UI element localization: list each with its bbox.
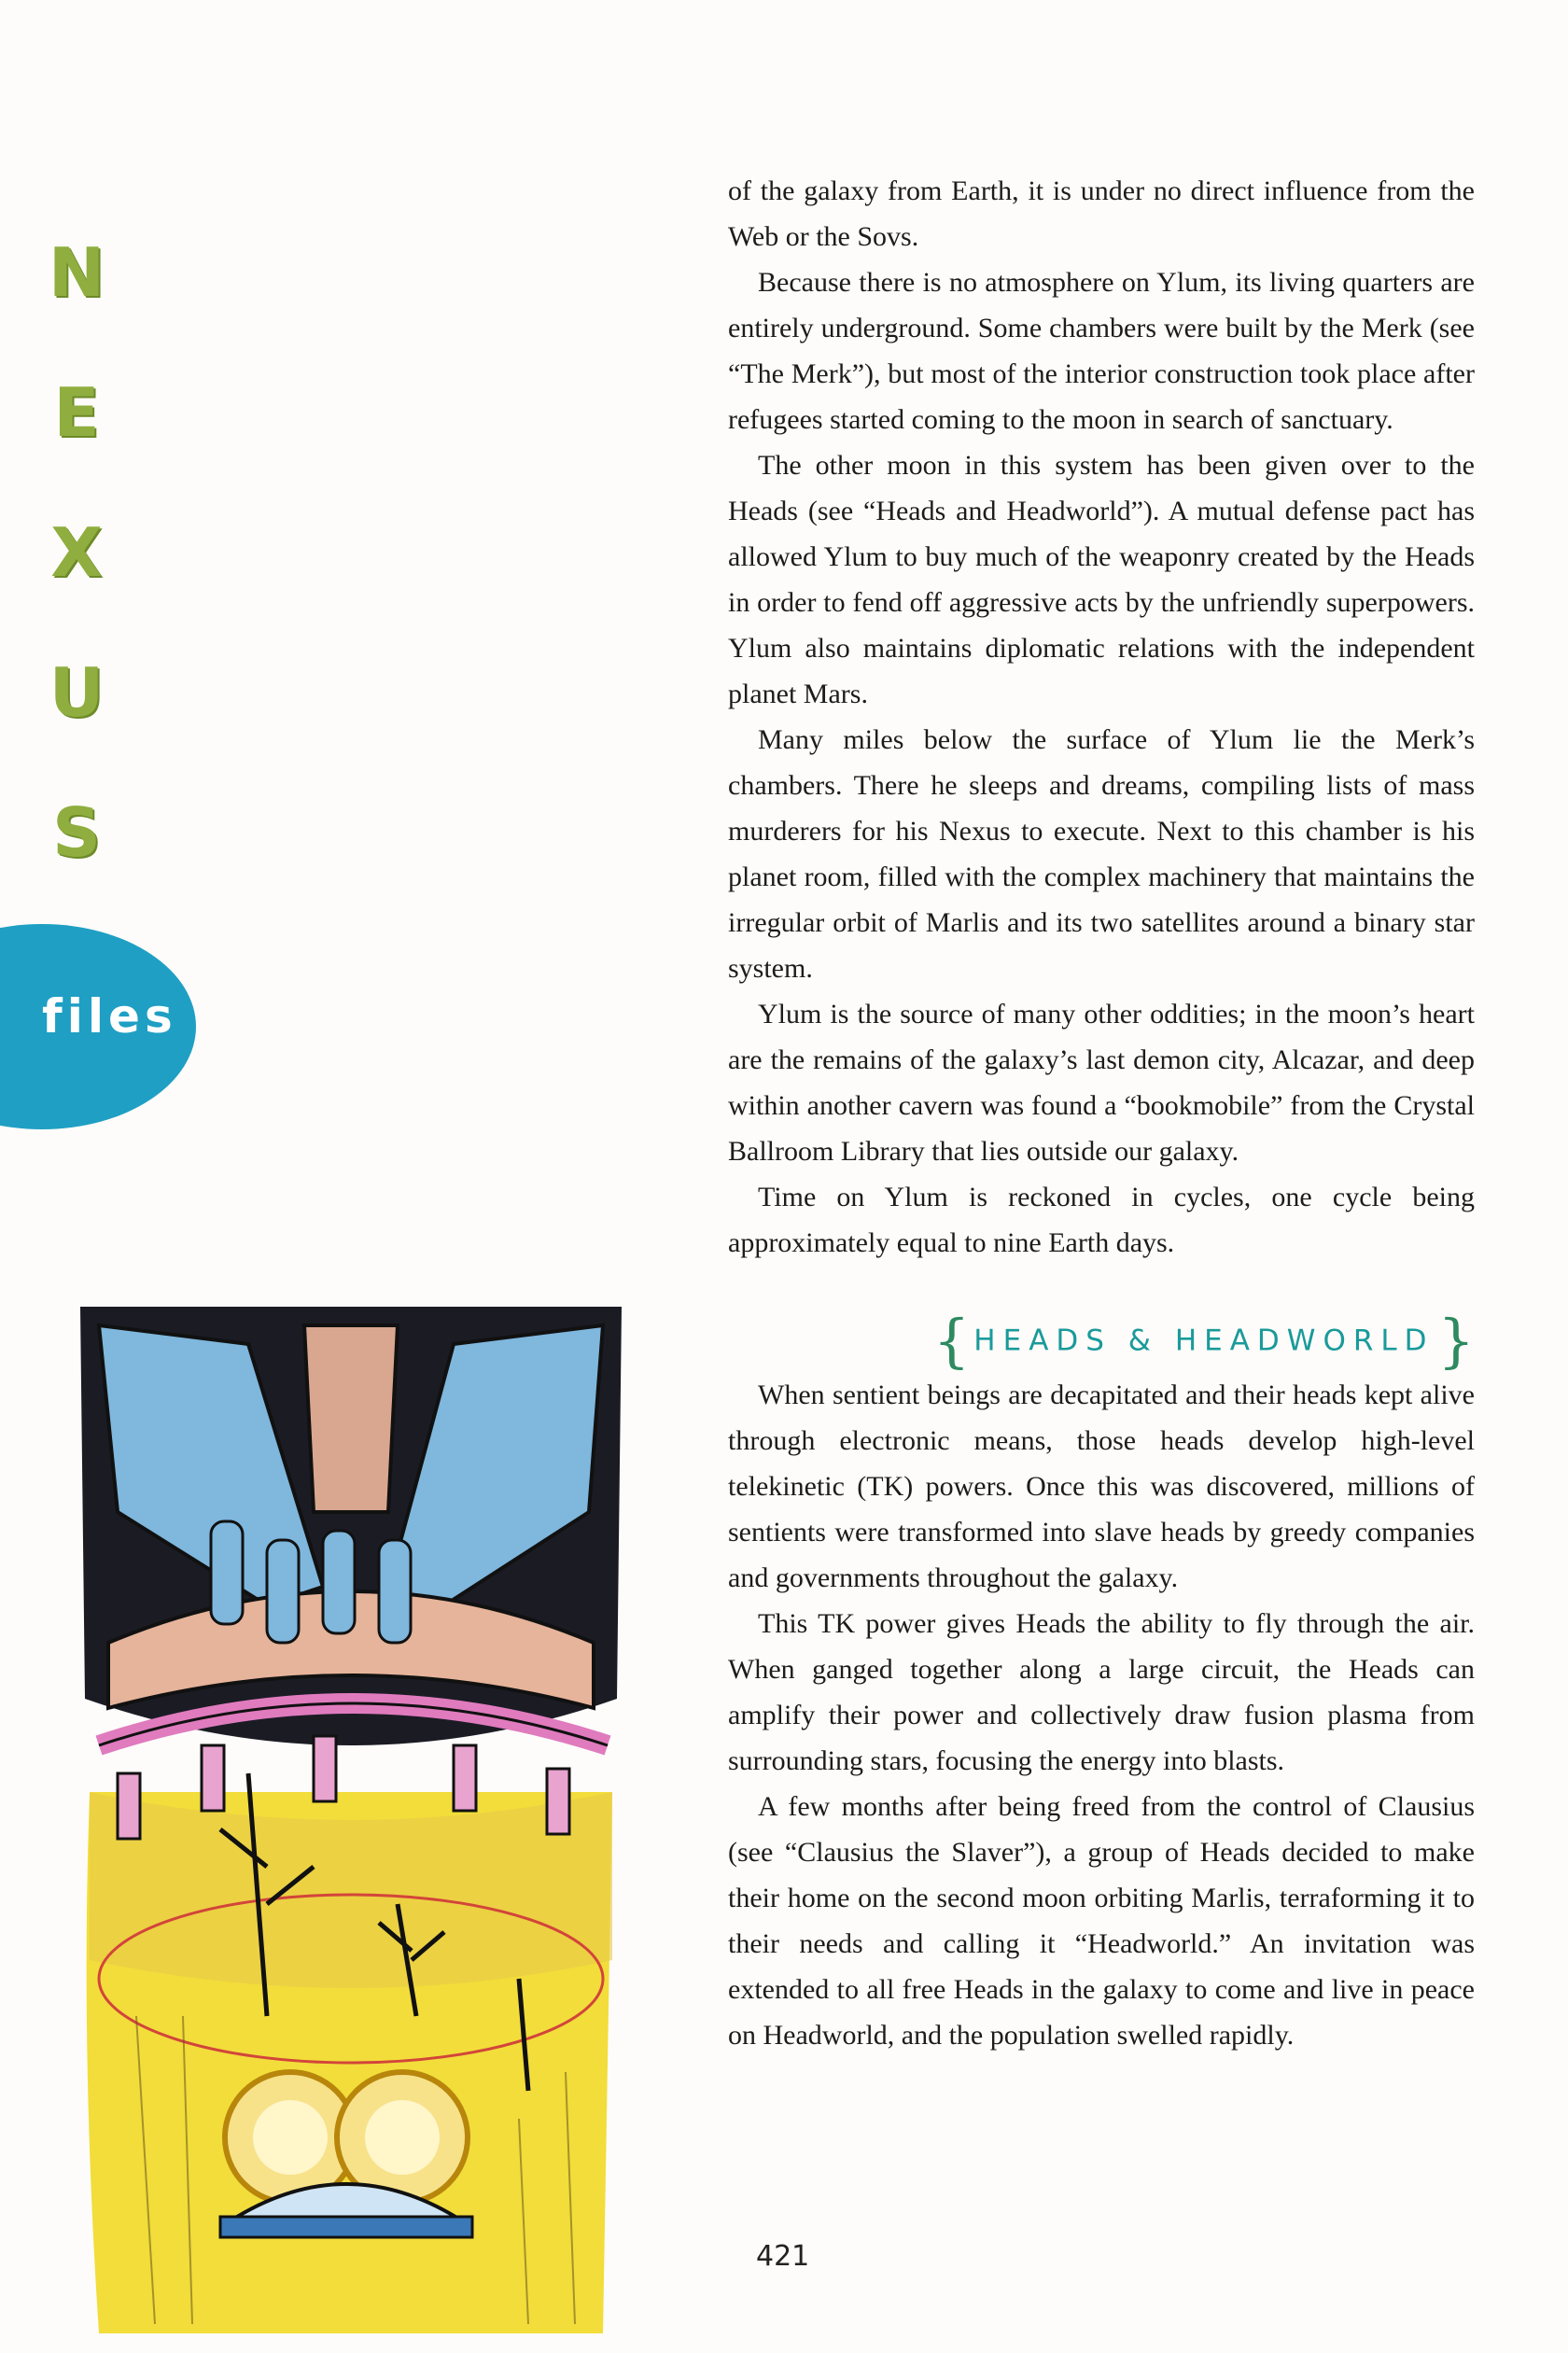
logo-letter-s: S [52, 793, 101, 872]
paragraph: Time on Ylum is reckoned in cycles, one cycle being approximately equal to nine Earth days. [728, 1182, 1475, 1258]
files-tab-label: files [42, 989, 177, 1043]
heading-title: HEADS & HEADWORLD [973, 1324, 1435, 1358]
paragraph: When sentient beings are decapitated and their heads kept alive through electronic means, those heads develop high-level telekinetic (TK) powers. Once this was discovered, millions of sentients were transformed into slave heads by greedy companies and governments throughout the galaxy. [728, 1380, 1475, 1593]
heading-brace-open: { [932, 1307, 971, 1375]
paragraph: Because there is no atmosphere on Ylum, its living quarters are entirely underground. Some chambers were built by the Merk (see “The Merk”), but most of the interior construction took place after refugees started coming to the moon in search of sanctuary. [728, 267, 1475, 435]
paragraph: of the galaxy from Earth, it is under no direct influence from the Web or the Sovs. [728, 175, 1475, 252]
paragraph: Many miles below the surface of Ylum lie the Merk’s chambers. There he sleeps and dreams, compiling lists of mass murderers for his Nexus to execute. Next to this chamber is his planet room, filled with the complex machinery that maintains the irregular orbit of Marlis and its two satellites around a binary star system. [728, 724, 1475, 984]
page-number: 421 [756, 2240, 810, 2273]
logo-letter-x: X [50, 513, 103, 592]
logo-letter-e: E [53, 373, 100, 452]
heading-brace-close: } [1437, 1307, 1475, 1375]
paragraph: The other moon in this system has been given over to the Heads (see “Heads and Headworld”). A mutual defense pact has allowed Ylum to buy much of the weaponry created by the Heads in order to fend off aggressive acts by the unfriendly superpowers. Ylum also maintains diplomatic relations with the independent planet Mars. [728, 450, 1475, 709]
paragraph: Ylum is the source of many other oddities; in the moon’s heart are the remains of the galaxy’s last demon city, Alcazar, and deep within another cavern was found a “bookmobile” from the Crystal Ballroom Library that lies outside our galaxy. [728, 999, 1475, 1167]
comic-illustration [80, 1307, 622, 2333]
logo-letter-n: N [48, 233, 105, 312]
paragraph: A few months after being freed from the control of Clausius (see “Clausius the Slaver”), a group of Heads decided to make their home on the second moon orbiting Marlis, terraforming it to their needs and calling it “Headworld.” An invitation was extended to all free Heads in the galaxy to come and live in peace on Headworld, and the population swelled rapidly. [728, 1791, 1475, 2051]
paragraph: This TK power gives Heads the ability to fly through the air. When ganged together along a large circuit, the Heads can amplify their power and collectively draw fusion plasma from surrounding stars, focusing the energy into blasts. [728, 1608, 1475, 1776]
logo-letter-u: U [49, 653, 105, 732]
section-heading [728, 1307, 1475, 1375]
article-body [728, 168, 1475, 2058]
